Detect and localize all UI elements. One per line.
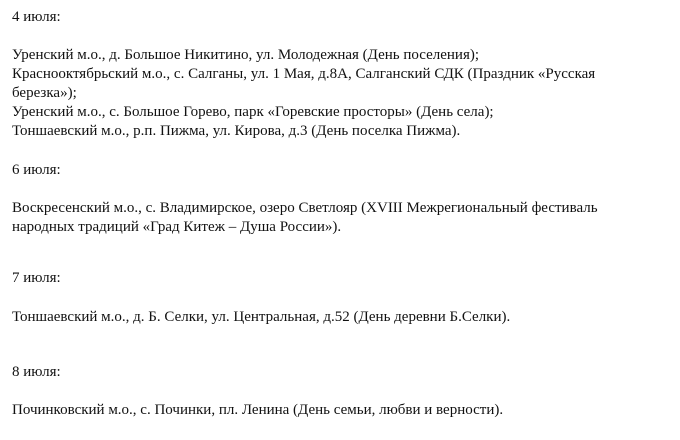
date-heading-july-6: 6 июля: [12,162,61,178]
event-line: Уренский м.о., д. Большое Никитино, ул. Молодежная (День поселения); [12,47,480,63]
event-line: березка»); [12,85,77,101]
date-heading-july-7: 7 июля: [12,270,61,286]
date-heading-july-4: 4 июля: [12,9,61,25]
event-line: народных традиций «Град Китеж – Душа России»). [12,219,342,235]
date-heading-july-8: 8 июля: [12,364,61,380]
event-line: Воскресенский м.о., с. Владимирское, озеро Светлояр (XVIII Межрегиональный фестиваль [12,200,598,216]
event-line: Краснооктябрьский м.о., с. Салганы, ул. 1 Мая, д.8А, Салганский СДК (Праздник «Русская [12,66,596,82]
event-line: Починковский м.о., с. Починки, пл. Ленина (День семьи, любви и верности). [12,402,504,418]
event-line: Уренский м.о., с. Большое Горево, парк «Горевские просторы» (День села); [12,104,494,120]
event-line: Тоншаевский м.о., д. Б. Селки, ул. Центральная, д.52 (День деревни Б.Селки). [12,309,511,325]
event-line: Тоншаевский м.о., р.п. Пижма, ул. Кирова, д.3 (День поселка Пижма). [12,123,461,139]
